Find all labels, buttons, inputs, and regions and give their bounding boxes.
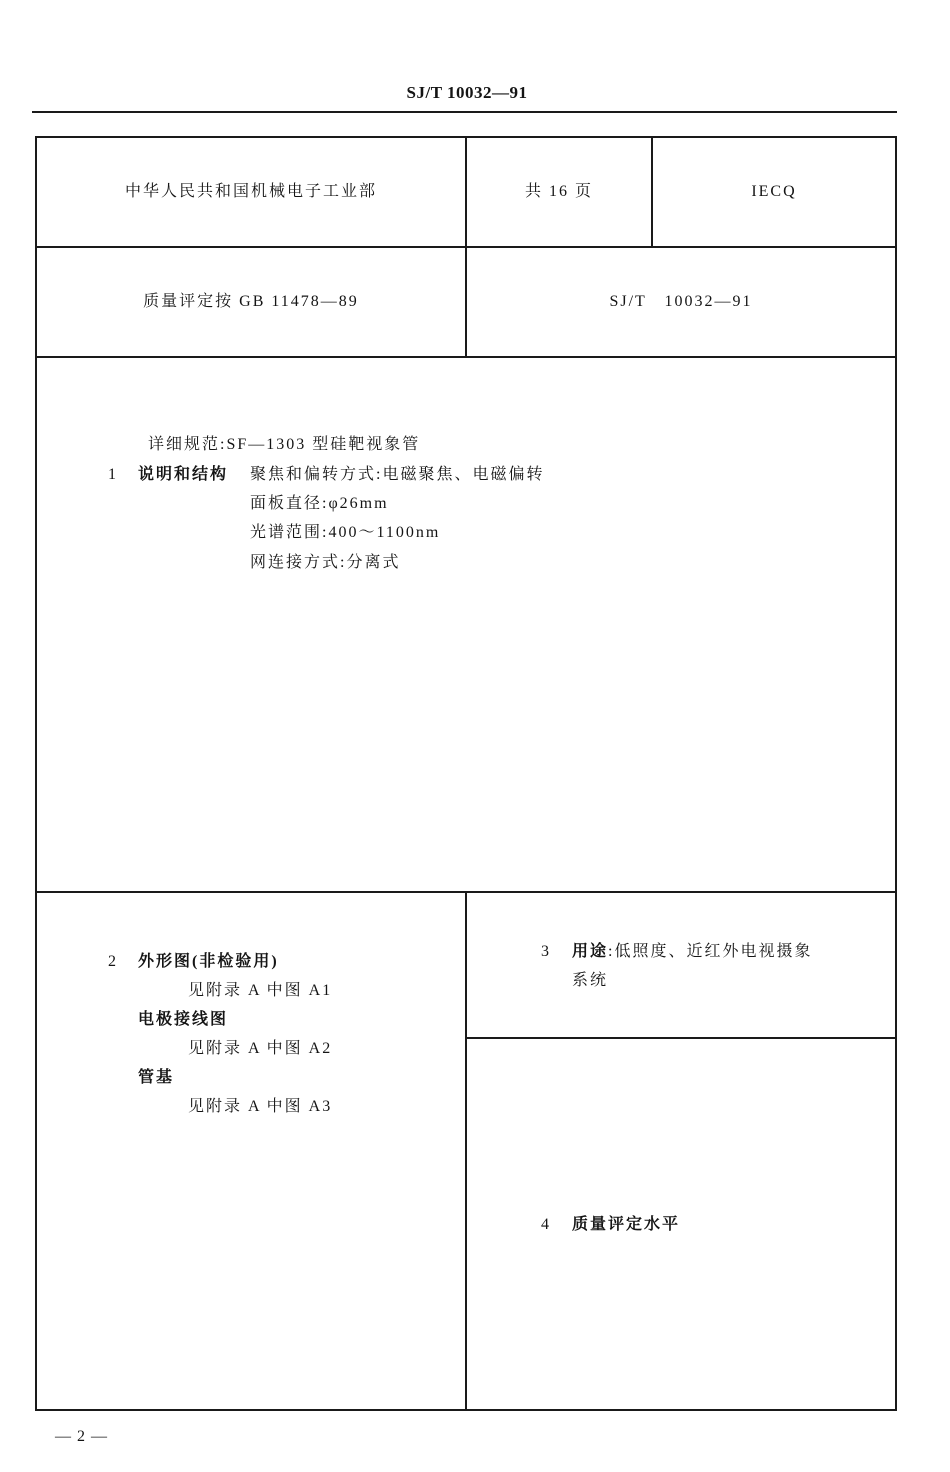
- ministry-cell: [36, 137, 466, 247]
- header-doc-number: SJ/T 10032—91: [406, 83, 528, 102]
- iecq-label: IECQ: [751, 183, 797, 200]
- page-number: — 2 —: [55, 1428, 108, 1445]
- ministry-name: 中华人民共和国机械电子工业部: [124, 183, 377, 200]
- section1-number: 1: [108, 466, 118, 483]
- section3-text: :低照度、近红外电视摄象: [608, 943, 813, 960]
- spec-number: SJ/T 10032—91: [609, 293, 753, 310]
- quality-basis-cell: [36, 247, 466, 357]
- section2-item-ref: 见附录 A 中图 A3: [188, 1098, 333, 1115]
- section1-heading: 说明和结构: [138, 466, 229, 483]
- section1-line: 聚焦和偏转方式:电磁聚焦、电磁偏转: [250, 466, 545, 483]
- page-count-cell: [466, 137, 652, 247]
- section2-item-heading: 电极接线图: [138, 1011, 229, 1028]
- section3-cell: [466, 892, 896, 1038]
- section2-item-heading: 管基: [138, 1069, 175, 1086]
- quality-basis: 质量评定按 GB 11478—89: [143, 293, 359, 310]
- section1-line: 面板直径:φ26mm: [250, 495, 389, 512]
- spec-number-cell: [466, 247, 896, 357]
- section4-heading: 质量评定水平: [572, 1216, 681, 1233]
- section2-item-heading: 外形图(非检验用): [138, 953, 279, 970]
- section3-number: 3: [541, 943, 551, 960]
- section4-number: 4: [541, 1216, 551, 1233]
- page-count: 共 16 页: [524, 183, 593, 200]
- header-rule: [32, 111, 897, 113]
- section3-text-continued: 系统: [572, 972, 609, 989]
- detail-spec-title: 详细规范:SF—1303 型硅靶视象管: [148, 436, 421, 453]
- section1-cell: [36, 357, 896, 892]
- iecq-cell: [652, 137, 896, 247]
- section4-cell: [466, 1038, 896, 1410]
- section3-heading: 用途: [572, 943, 609, 960]
- section2-item-ref: 见附录 A 中图 A1: [188, 982, 333, 999]
- section2-item-ref: 见附录 A 中图 A2: [188, 1040, 333, 1057]
- section2-cell: [36, 892, 466, 1410]
- section1-line: 光谱范围:400～1100nm: [250, 524, 441, 541]
- section1-line: 网连接方式:分离式: [250, 554, 401, 571]
- section3-line: [572, 942, 812, 962]
- section2-number: 2: [108, 953, 118, 970]
